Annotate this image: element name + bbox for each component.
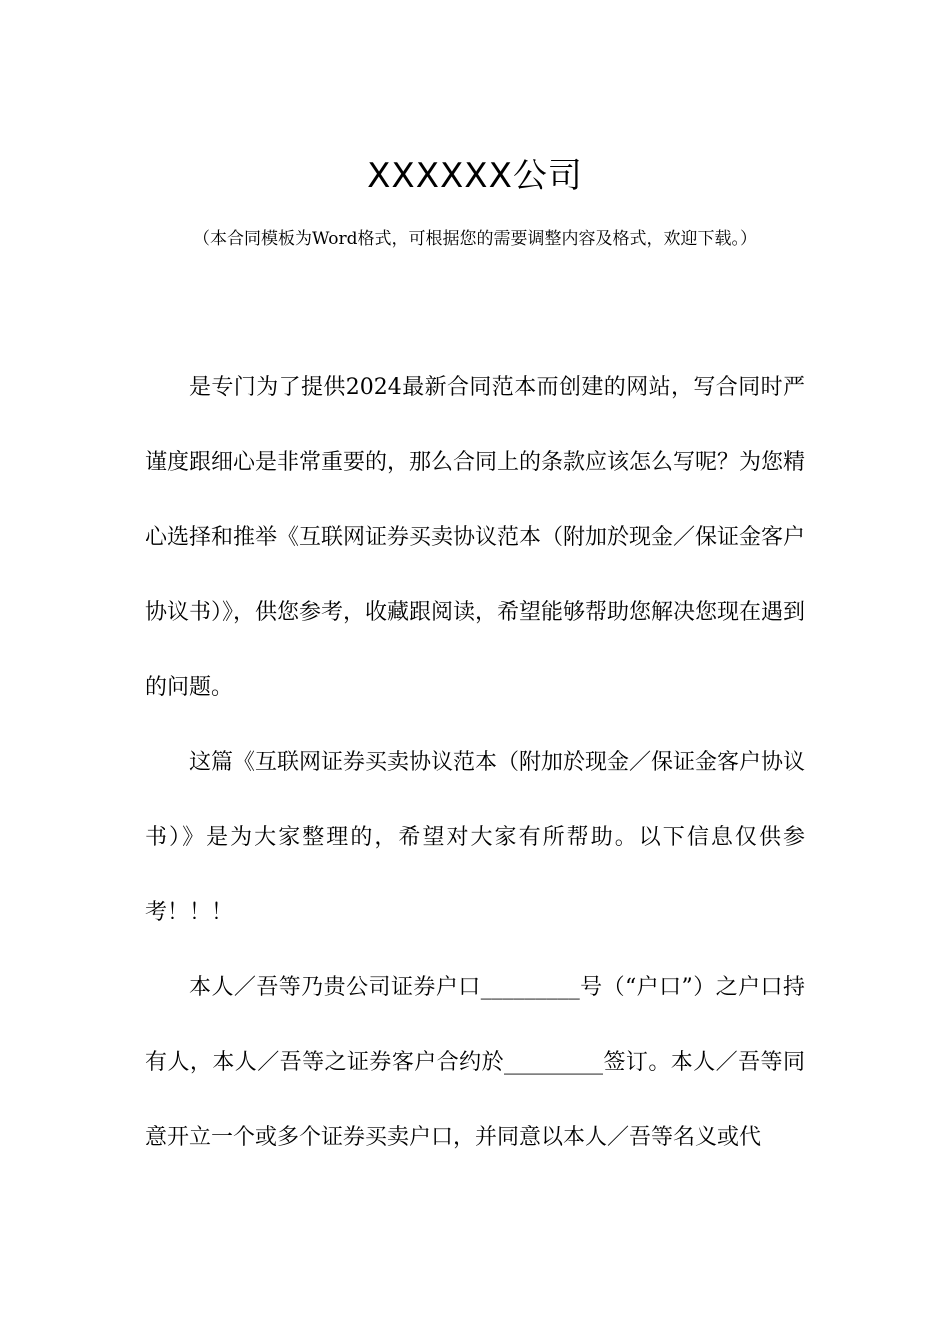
body-paragraph-intro: 是专门为了提供2024最新合同范本而创建的网站，写合同时严谨度跟细心是非常重要的，那么合同上的条款应该怎么写呢？为您精心选择和推举《互联网证券买卖协议范本（附加於现金／保证金客户协议书）》，供您参考，收藏跟阅读，希望能够帮助您解决您现在遇到的问题。	[145, 375, 806, 700]
body-paragraph-summary: 这篇《互联网证券买卖协议范本（附加於现金／保证金客户协议书）》是为大家整理的，希望对大家有所帮助。以下信息仅供参考！！！	[145, 750, 806, 925]
document-title: XXXXXX公司	[367, 156, 583, 196]
template-note: （本合同模板为Word格式，可根据您的需要调整内容及格式，欢迎下载。）	[192, 229, 758, 249]
body-paragraph-agreement: 本人／吾等乃贵公司证券户口_________号（“户口”）之户口持有人，本人／吾等之证券客户合约於_________签订。本人／吾等同意开立一个或多个证券买卖户口，并同意以本人／吾等名义或代	[145, 975, 805, 1150]
